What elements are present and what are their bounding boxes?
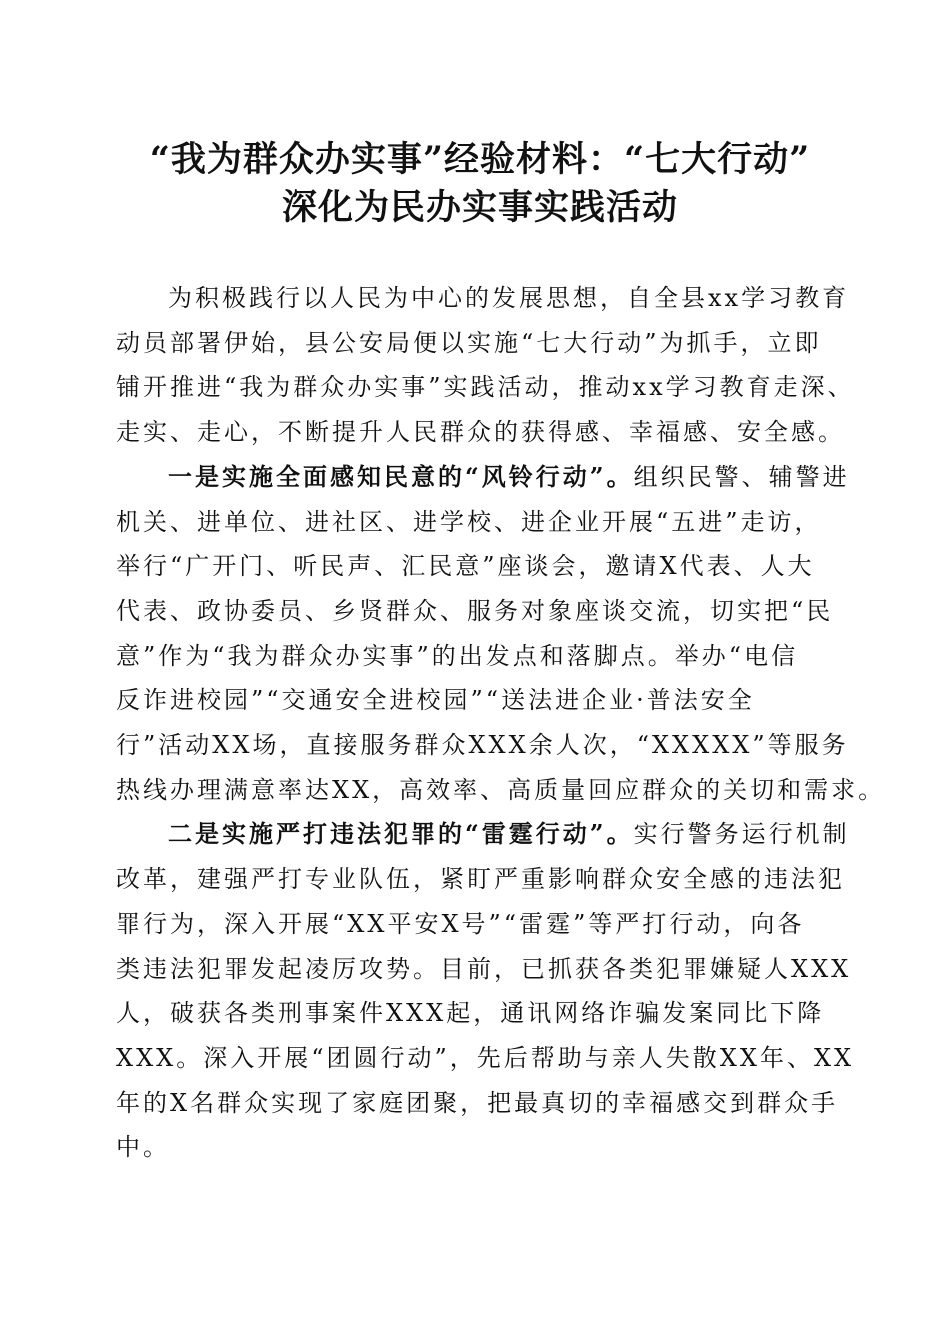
text-line: 改革，建强严打专业队伍，紧盯严重影响群众安全感的违法犯 <box>116 865 845 894</box>
text-line: 人，破获各类刑事案件XXX起，通讯网络诈骗发案同比下降 <box>116 999 825 1028</box>
text-line: 动员部署伊始，县公安局便以实施“七大行动”为抓手，立即 <box>116 328 822 357</box>
text-line: 代表、政协委员、乡贤群众、服务对象座谈交流，切实把“民 <box>116 596 834 625</box>
text-line-first <box>116 812 850 857</box>
document-title <box>100 136 860 232</box>
text-line: 举行“广开门、听民声、汇民意”座谈会，邀请X代表、人大 <box>116 552 815 581</box>
text-line: 为积极践行以人民为中心的发展思想，自全县xx学习教育 <box>168 284 850 312</box>
text-line: 反诈进校园”“交通安全进校园”“送法进企业·普法安全 <box>116 686 755 715</box>
document-body <box>116 276 886 1170</box>
text-line: 罪行为，深入开展“XX平安X号”“雷霆”等严打行动，向各 <box>116 909 805 938</box>
text-line: 热线办理满意率达XX，高效率、高质量回应群众的关切和需求。 <box>116 775 886 804</box>
text-line: 年的X名群众实现了家庭团聚，把最真切的幸福感交到群众手 <box>116 1088 839 1117</box>
title-line-2: 深化为民办实事实践活动 <box>281 187 678 228</box>
text-line: 类违法犯罪发起凌厉攻势。目前，已抓获各类犯罪嫌疑人XXX <box>116 954 852 983</box>
paragraph-leiting-action <box>116 812 855 1170</box>
text-line: 走实、走心，不断提升人民群众的获得感、幸福感、安全感。 <box>116 418 845 447</box>
text-line-first <box>116 455 850 500</box>
text-line: 行”活动XX场，直接服务群众XXX余人次，“XXXXX”等服务 <box>116 731 849 760</box>
text-line: XXX。深入开展“团圆行动”，先后帮助与亲人失散XX年、XX <box>116 1043 855 1072</box>
paragraph-fengling-action <box>116 455 886 813</box>
text-line: 铺开推进“我为群众办实事”实践活动，推动xx学习教育走深、 <box>116 373 855 402</box>
paragraph-lead-heading: 一是实施全面感知民意的“风铃行动”。 <box>168 461 634 491</box>
text-line: 意”作为“我为群众办实事”的出发点和落脚点。举办“电信 <box>116 641 799 670</box>
text-fragment: 组织民警、辅警进 <box>633 462 850 491</box>
text-fragment: 实行警务运行机制 <box>633 820 850 849</box>
title-line-1: “我为群众办实事”经验材料：“七大行动” <box>149 139 811 180</box>
text-line: 机关、进单位、进社区、进学校、进企业开展“五进”走访， <box>116 507 822 536</box>
text-line: 中。 <box>116 1133 170 1162</box>
paragraph-lead-heading: 二是实施严打违法犯罪的“雷霆行动”。 <box>168 819 634 849</box>
paragraph-intro <box>116 276 855 455</box>
